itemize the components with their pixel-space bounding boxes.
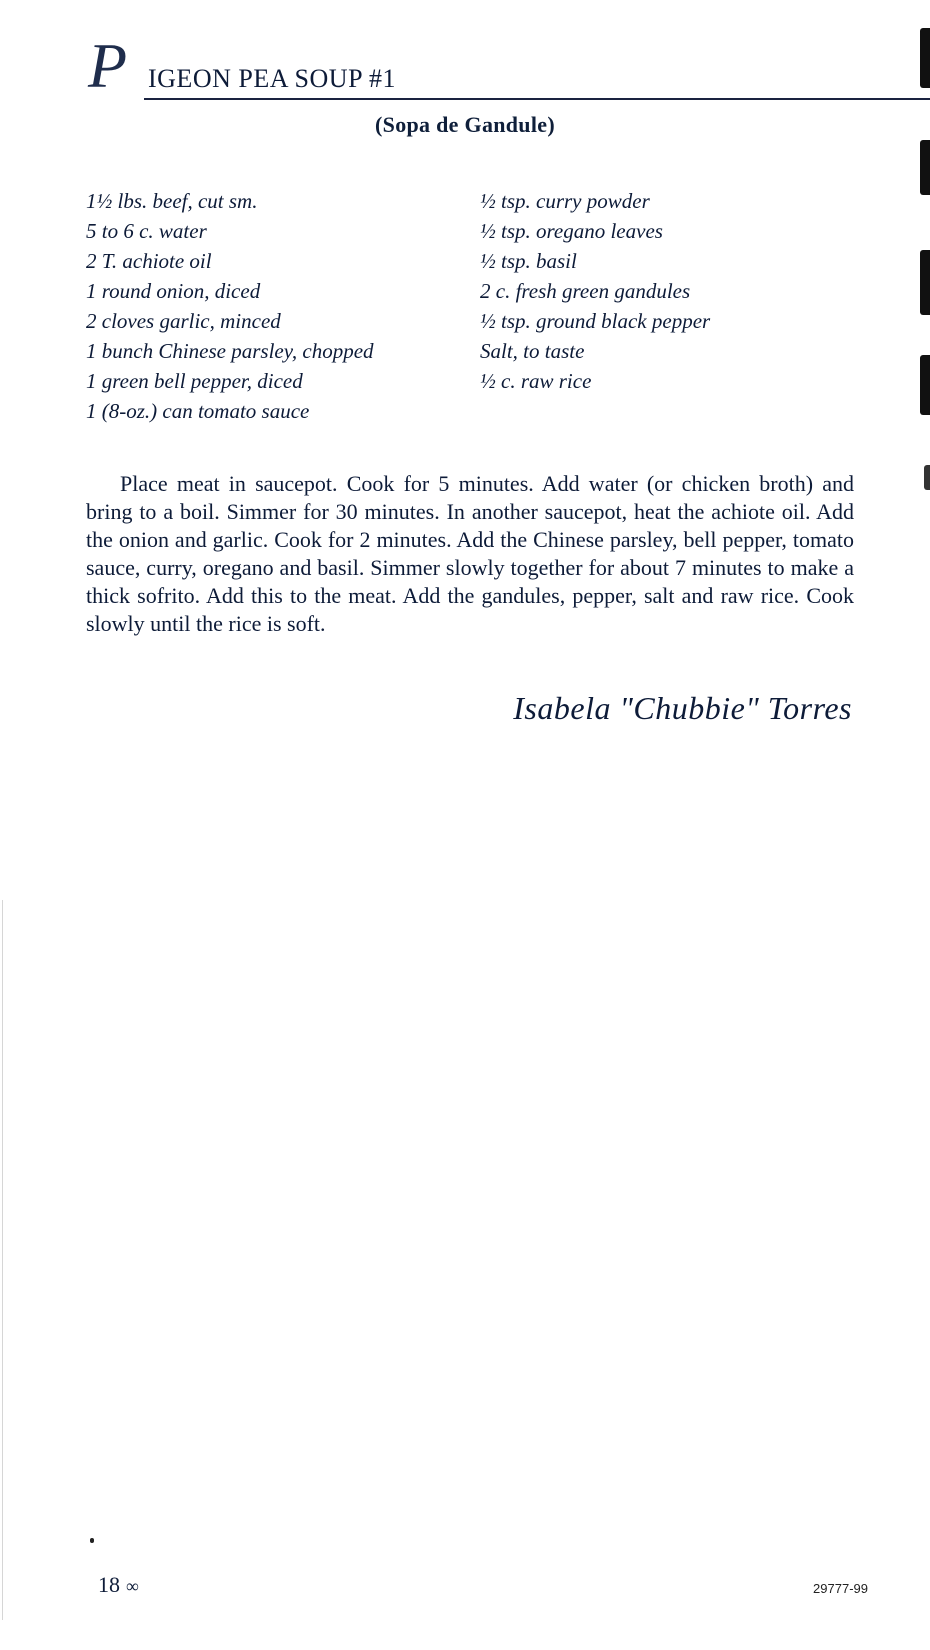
ingredient-item: Salt, to taste bbox=[480, 339, 585, 363]
ingredients-left-column bbox=[86, 186, 374, 426]
recipe-author-signature: Isabela "Chubbie" Torres bbox=[513, 690, 852, 726]
recipe-subtitle: (Sopa de Gandule) bbox=[375, 112, 555, 137]
print-code: 29777-99 bbox=[813, 1581, 868, 1596]
title-initial: P bbox=[88, 30, 128, 101]
ingredient-item: 1 (8-oz.) can tomato sauce bbox=[86, 399, 310, 423]
ingredient-item: 2 c. fresh green gandules bbox=[480, 279, 691, 303]
title-text: IGEON PEA SOUP #1 bbox=[148, 64, 397, 93]
title-underline bbox=[144, 98, 930, 100]
binding-edge bbox=[920, 140, 930, 195]
binding-edge bbox=[924, 465, 930, 490]
ingredient-item: 2 T. achiote oil bbox=[86, 249, 212, 273]
ink-dot bbox=[90, 1538, 94, 1543]
recipe-title bbox=[84, 30, 850, 101]
binding-edge bbox=[920, 28, 930, 88]
binding-edge bbox=[920, 355, 930, 415]
ingredient-item: ½ tsp. ground black pepper bbox=[480, 309, 711, 333]
ingredient-item: 1 green bell pepper, diced bbox=[86, 369, 303, 393]
binding-edge bbox=[920, 250, 930, 315]
ingredient-item: 1 bunch Chinese parsley, chopped bbox=[86, 339, 374, 363]
ingredient-item: ½ tsp. curry powder bbox=[480, 189, 650, 213]
ingredient-item: ½ tsp. basil bbox=[480, 249, 577, 273]
recipe-directions: Place meat in saucepot. Cook for 5 minutes. Add water (or chicken broth) and bring to a boil. Simmer for 30 minutes. In another saucepot, heat the achiote oil. Add the onion and garlic. Cook for 2 minutes. Add the Chinese parsley, bell pepper, tomato sauce, curry, oregano and basil. Simmer slowly together for about 7 minutes to make a thick sofrito. Add this to the meat. Add the gandules, pepper, salt and raw rice. Cook slowly until the rice is soft. bbox=[86, 471, 854, 636]
ingredient-item: ½ c. raw rice bbox=[480, 369, 592, 393]
ingredient-item: 1 round onion, diced bbox=[86, 279, 261, 303]
infinity-icon: ∞ bbox=[126, 1576, 139, 1596]
ingredient-item: 1½ lbs. beef, cut sm. bbox=[86, 189, 258, 213]
ingredient-item: ½ tsp. oregano leaves bbox=[480, 219, 663, 243]
page-number bbox=[98, 1572, 139, 1598]
ingredient-item: 5 to 6 c. water bbox=[86, 219, 207, 243]
ingredients-right-column bbox=[480, 186, 710, 396]
page-edge-line bbox=[2, 900, 3, 1620]
page-number-value: 18 bbox=[98, 1572, 120, 1597]
ingredient-item: 2 cloves garlic, minced bbox=[86, 309, 281, 333]
